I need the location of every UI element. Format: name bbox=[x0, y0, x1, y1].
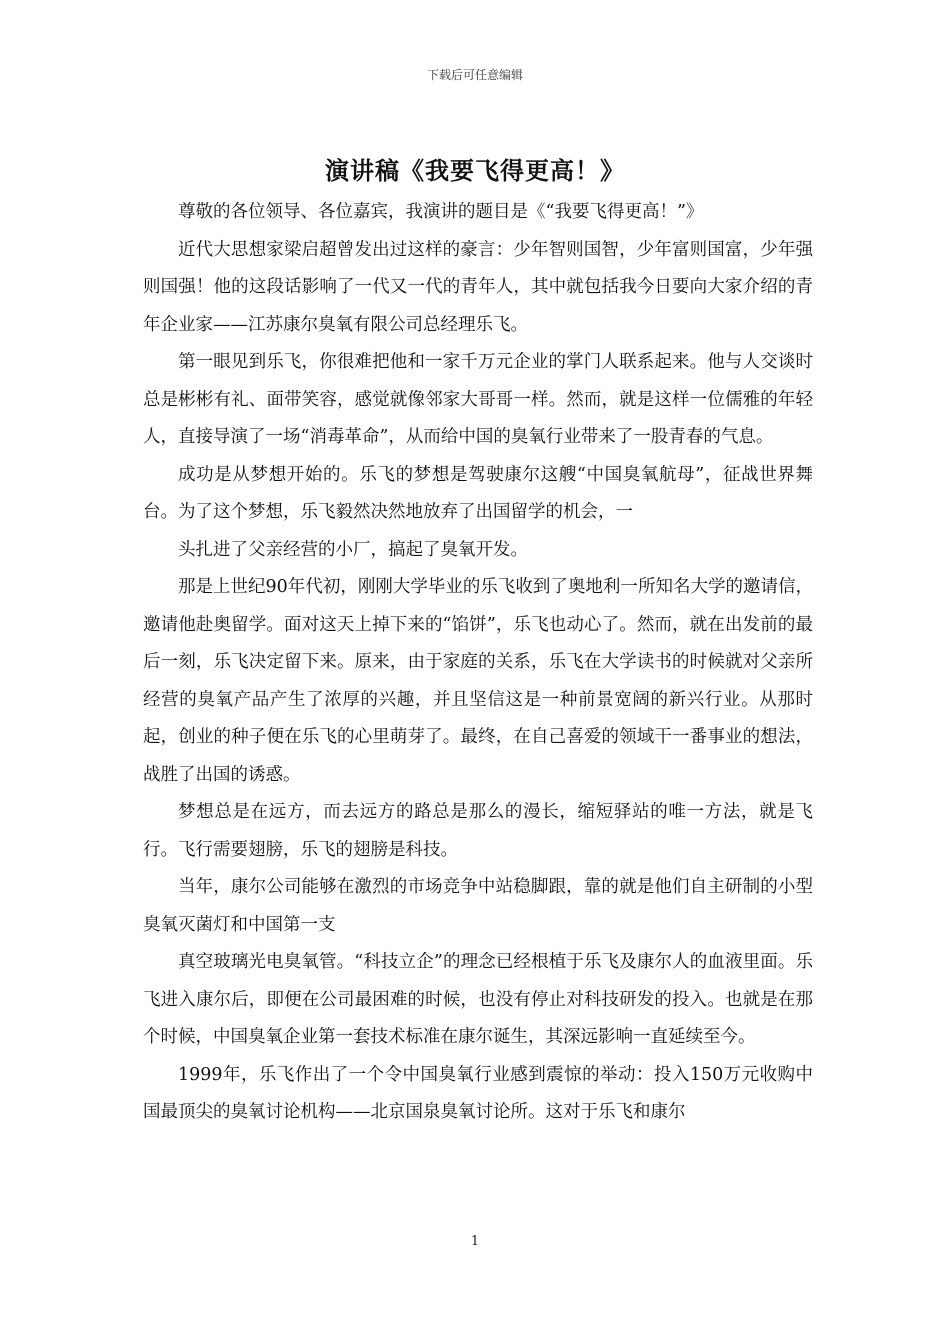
paragraph: 尊敬的各位领导、各位嘉宾，我演讲的题目是《“我要飞得更高！”》 bbox=[178, 202, 704, 222]
paragraph: 第一眼见到乐飞，你很难把他和一家千万元企业的掌门人联系起来。他与人交谈时总是彬彬有礼、面带笑容，感觉就像邻家大哥哥一样。然而，就是这样一位儒雅的年轻人，直接导演了一场“消毒革命”，从而给中国的臭氧行业带来了一股青春的气息。 bbox=[143, 352, 813, 447]
paragraph: 梦想总是在远方，而去远方的路总是那么的漫长，缩短驿站的唯一方法，就是飞行。飞行需要翅膀，乐飞的翅膀是科技。 bbox=[143, 802, 813, 860]
paragraph: 真空玻璃光电臭氧管。“科技立企”的理念已经根植于乐飞及康尔人的血液里面。乐飞进入康尔后，即便在公司最困难的时候，也没有停止对科技研发的投入。也就是在那个时候，中国臭氧企业第一套技术标准在康尔诞生，其深远影响一直延续至今。 bbox=[143, 952, 813, 1047]
paragraph: 近代大思想家梁启超曾发出过这样的豪言：少年智则国智，少年富则国富，少年强则国强！他的这段话影响了一代又一代的青年人，其中就包括我今日要向大家介绍的青年企业家——江苏康尔臭氧有限公司总经理乐飞。 bbox=[143, 239, 813, 335]
document-title: 演讲稿《我要飞得更高！》 bbox=[325, 156, 625, 185]
page-number: 1 bbox=[470, 1234, 480, 1249]
paragraph: 那是上世纪90年代初，刚刚大学毕业的乐飞收到了奥地利一所知名大学的邀请信，邀请他赴奥留学。面对这天上掉下来的“馅饼”，乐飞也动心了。然而，就在出发前的最后一刻，乐飞决定留下来。原来，由于家庭的关系，乐飞在大学读书的时候就对父亲所经营的臭氧产品产生了浓厚的兴趣，并且坚信这是一种前景宽阔的新兴行业。从那时起，创业的种子便在乐飞的心里萌芽了。最终，在自己喜爱的领域干一番事业的想法，战胜了出国的诱惑。 bbox=[143, 577, 813, 785]
header-note: 下载后可任意编辑 bbox=[426, 68, 523, 82]
paragraph: 成功是从梦想开始的。乐飞的梦想是驾驶康尔这艘“中国臭氧航母”，征战世界舞台。为了这个梦想，乐飞毅然决然地放弃了出国留学的机会，一 bbox=[143, 464, 813, 522]
document-body bbox=[143, 194, 813, 1132]
paragraph: 头扎进了父亲经营的小厂，搞起了臭氧开发。 bbox=[178, 539, 528, 560]
paragraph: 1999年，乐飞作出了一个令中国臭氧行业感到震惊的举动：投入150万元收购中国最顶尖的臭氧讨论机构——北京国泉臭氧讨论所。这对于乐飞和康尔 bbox=[143, 1064, 813, 1122]
paragraph: 当年，康尔公司能够在激烈的市场竞争中站稳脚跟，靠的就是他们自主研制的小型臭氧灭菌灯和中国第一支 bbox=[143, 877, 813, 935]
